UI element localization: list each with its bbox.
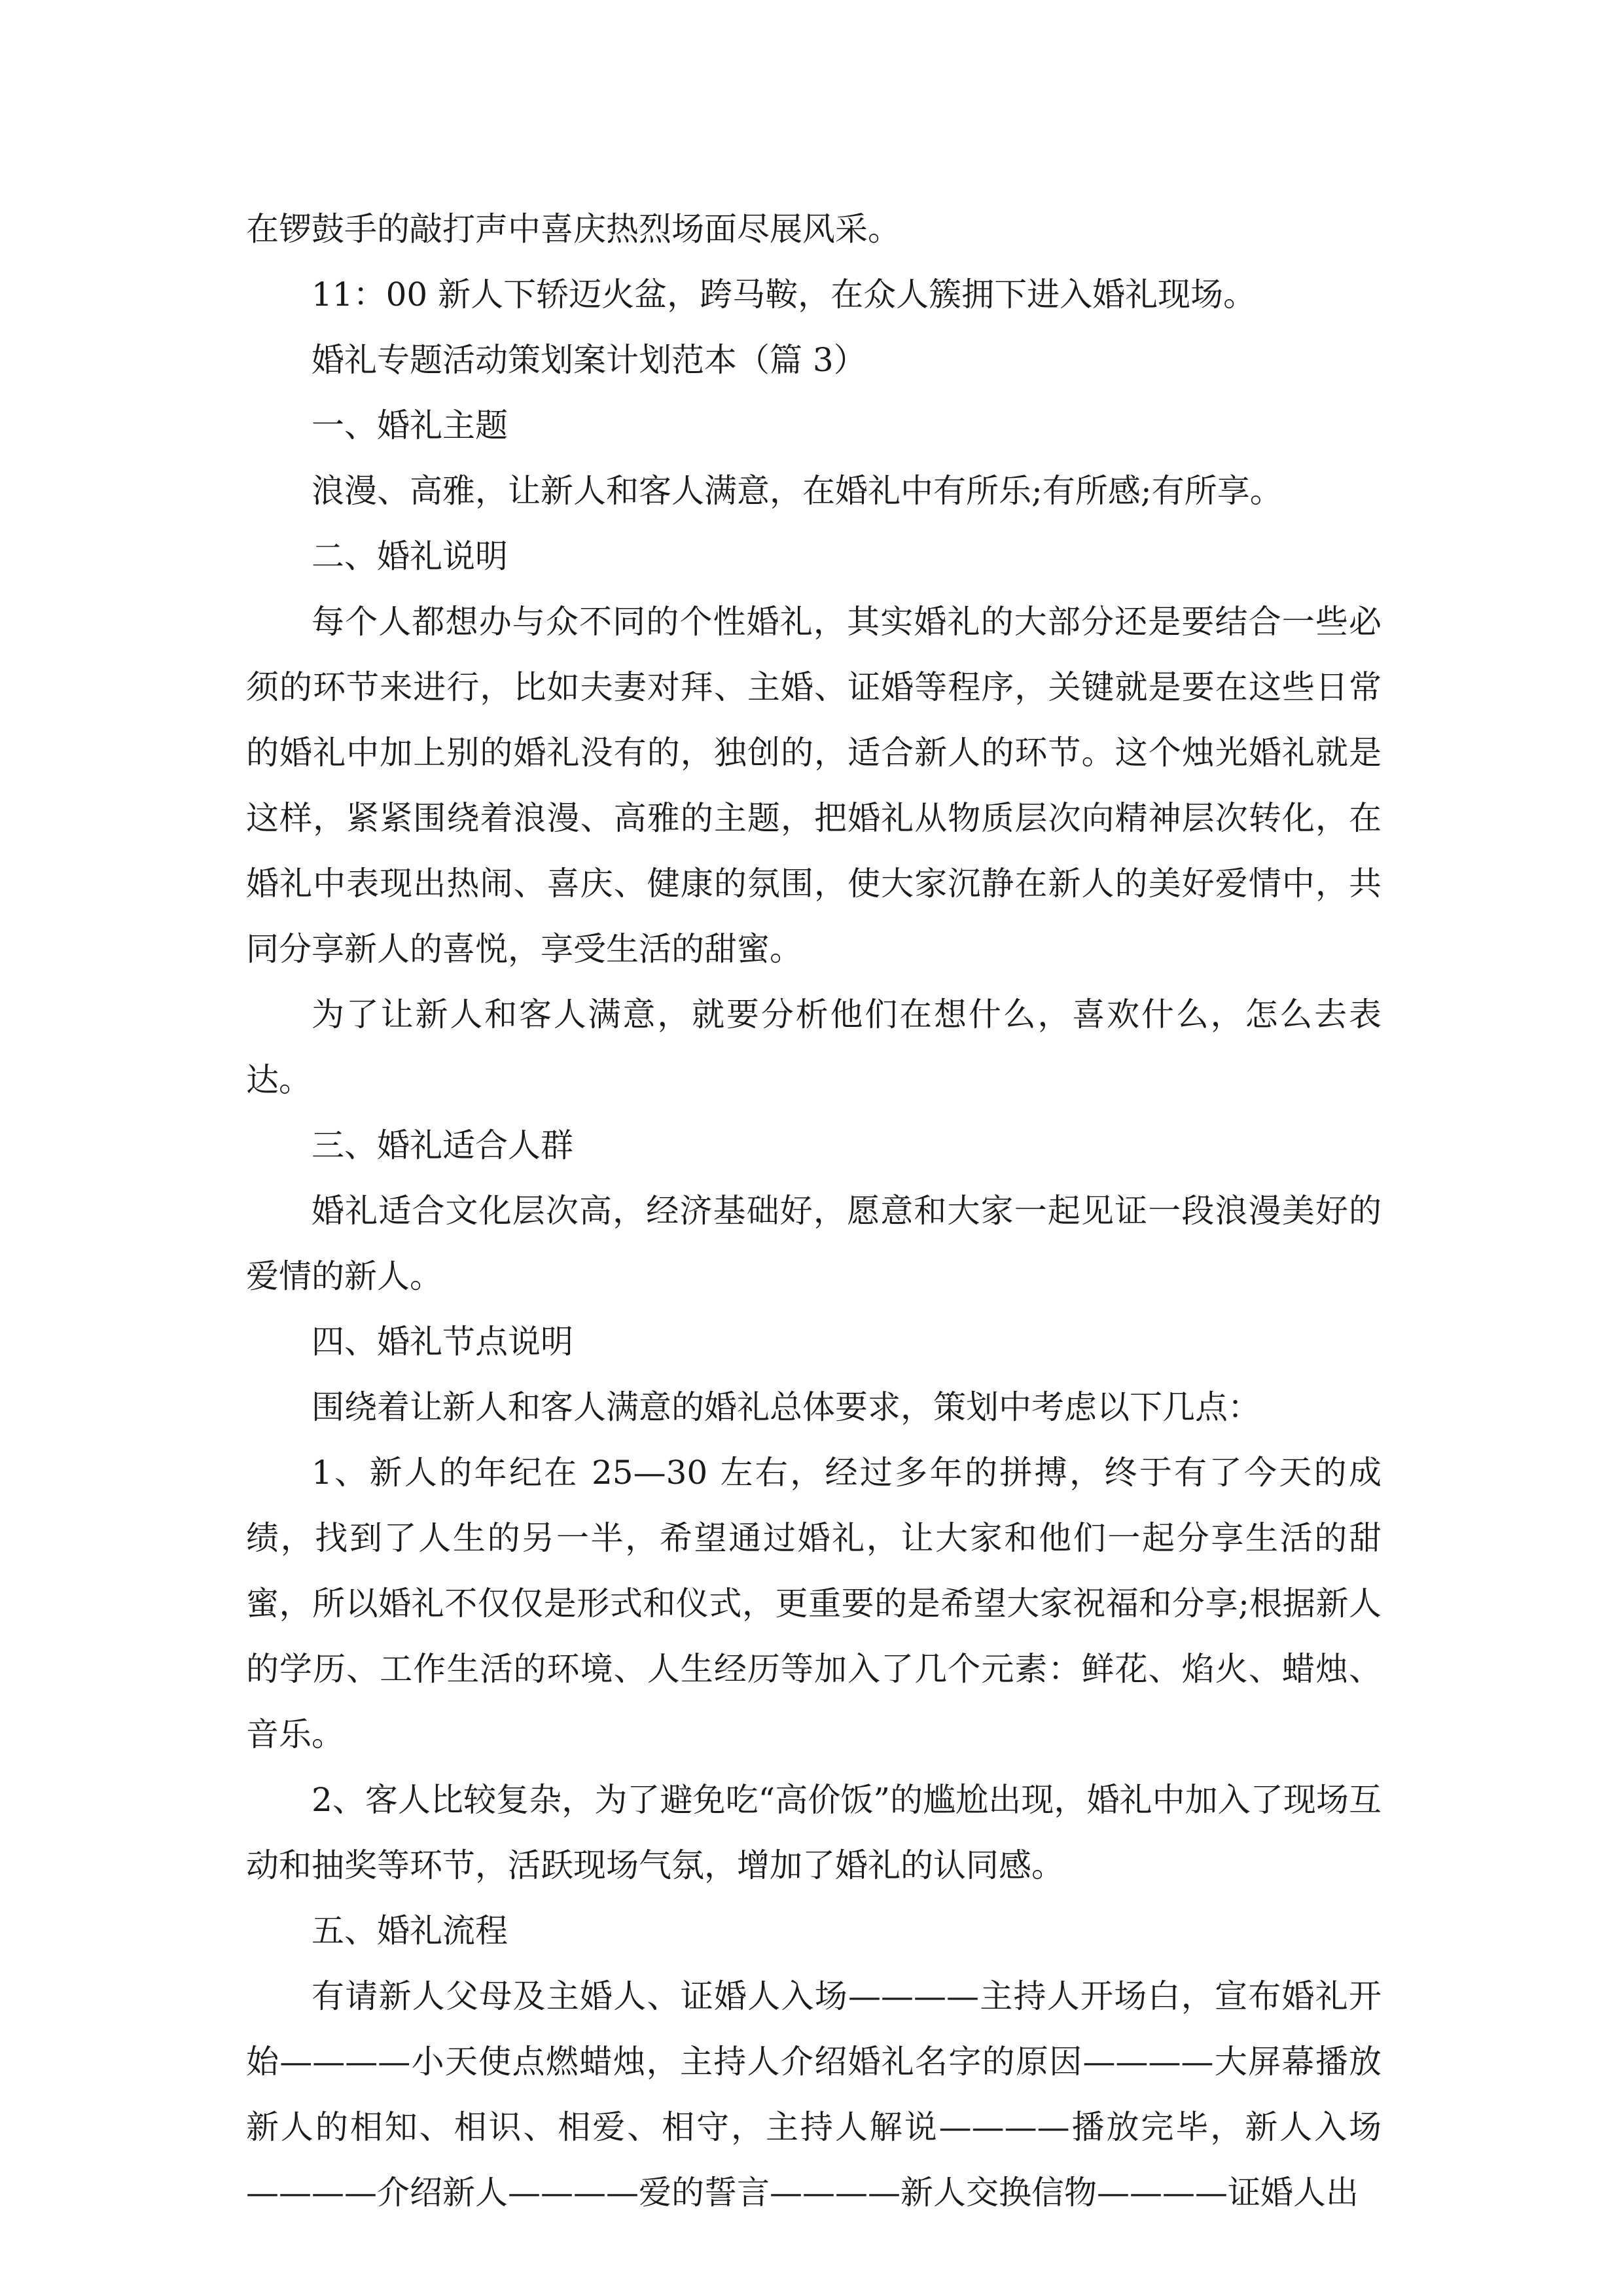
paragraph-key-points-intro: 围绕着让新人和客人满意的婚礼总体要求，策划中考虑以下几点： <box>312 1388 1260 1426</box>
paragraph-time-entry: 11：00 新人下轿迈火盆，跨马鞍，在众人簇拥下进入婚礼现场。 <box>312 276 1257 314</box>
heading-process: 五、婚礼流程 <box>312 1912 508 1950</box>
heading-description: 二、婚礼说明 <box>312 537 508 575</box>
heading-theme: 一、婚礼主题 <box>312 406 508 444</box>
paragraph-audience: 婚礼适合文化层次高，经济基础好，愿意和大家一起见证一段浪漫美好的爱情的新人。 <box>246 1192 1382 1295</box>
section-title: 婚礼专题活动策划案计划范本（篇 3） <box>312 341 866 379</box>
paragraph-process: 有请新人父母及主婚人、证婚人入场————主持人开场白，宣布婚礼开始————小天使点燃蜡烛，主持人介绍婚礼名字的原因————大屏幕播放新人的相知、相识、相爱、相守，主持人解说————播放完毕，新人入场————介绍新人————爱的誓言————新人交换信物————证婚人出 <box>246 1977 1382 2212</box>
heading-audience: 三、婚礼适合人群 <box>312 1126 573 1164</box>
heading-key-points: 四、婚礼节点说明 <box>312 1323 573 1361</box>
paragraph-satisfaction: 为了让新人和客人满意，就要分析他们在想什么，喜欢什么，怎么去表达。 <box>246 996 1382 1099</box>
paragraph-theme: 浪漫、高雅，让新人和客人满意，在婚礼中有所乐;有所感;有所享。 <box>312 472 1283 510</box>
document-body <box>246 196 1382 2225</box>
paragraph-continuation: 在锣鼓手的敲打声中喜庆热烈场面尽展风采。 <box>246 210 901 248</box>
paragraph-description: 每个人都想办与众不同的个性婚礼，其实婚礼的大部分还是要结合一些必须的环节来进行，比如夫妻对拜、主婚、证婚等程序，关键就是要在这些日常的婚礼中加上别的婚礼没有的，独创的，适合新人的环节。这个烛光婚礼就是这样，紧紧围绕着浪漫、高雅的主题，把婚礼从物质层次向精神层次转化，在婚礼中表现出热闹、喜庆、健康的氛围，使大家沉静在新人的美好爱情中，共同分享新人的喜悦，享受生活的甜蜜。 <box>246 603 1382 968</box>
paragraph-key-point-1: 1、新人的年纪在 25—30 左右，经过多年的拼搏，终于有了今天的成绩，找到了人生的另一半，希望通过婚礼，让大家和他们一起分享生活的甜蜜，所以婚礼不仅仅是形式和仪式，更重要的是希望大家祝福和分享;根据新人的学历、工作生活的环境、人生经历等加入了几个元素：鲜花、焰火、蜡烛、音乐。 <box>246 1454 1382 1753</box>
paragraph-key-point-2: 2、客人比较复杂，为了避免吃“高价饭”的尴尬出现，婚礼中加入了现场互动和抽奖等环节，活跃现场气氛，增加了婚礼的认同感。 <box>246 1781 1382 1884</box>
